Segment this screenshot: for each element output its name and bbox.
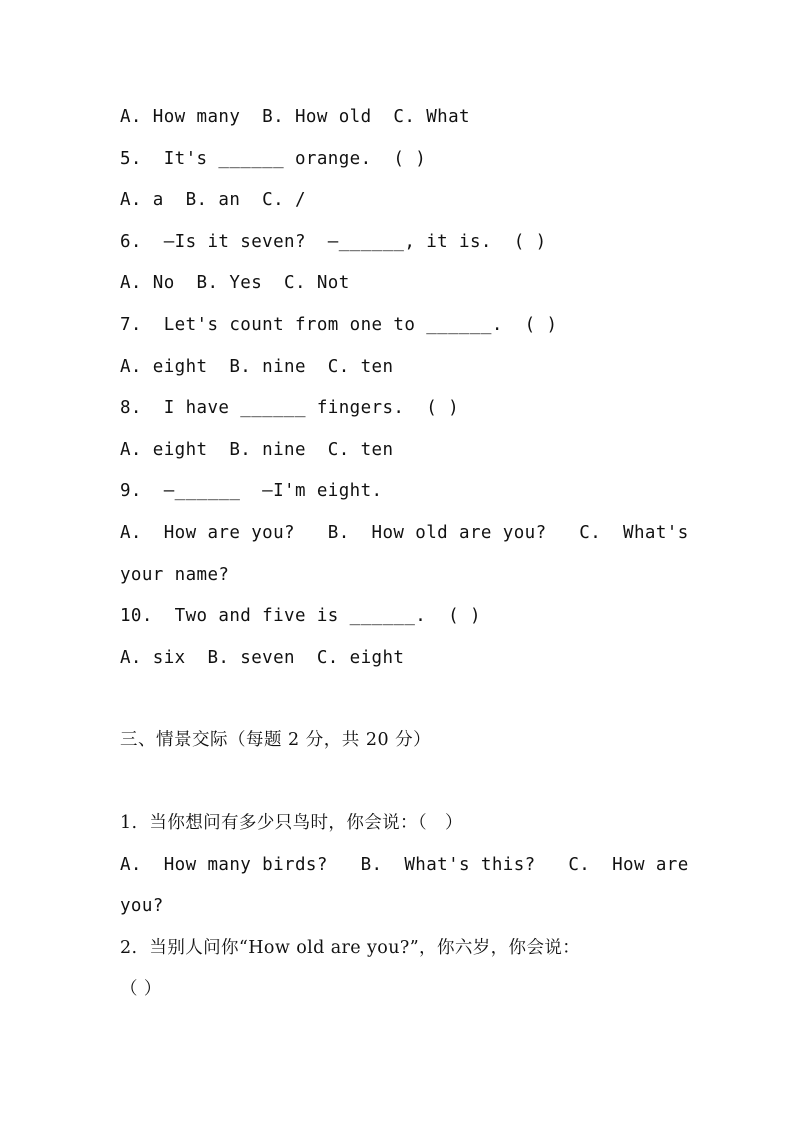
q9-options: A. How are you? B. How old are you? C. What's [120, 522, 689, 543]
q8-options: A. eight B. nine C. ten [120, 439, 394, 460]
s3-q1-options-continued: you? [120, 896, 164, 917]
q5-options: A. a B. an C. / [120, 190, 306, 211]
s3-q1-question: 1. 当你想问有多少只鸟时，你会说：（ ） [120, 812, 463, 833]
q4-options: A. How many B. How old C. What [120, 107, 470, 127]
s3-q1-options: A. How many birds? B. What's this? C. How are [120, 854, 689, 875]
q10-options: A. six B. seven C. eight [120, 647, 405, 668]
spacer [120, 679, 690, 720]
q9-options-continued: your name? [120, 564, 230, 585]
q5-question: 5. It's ______ orange. ( ) [120, 148, 427, 169]
q10-question: 10. Two and five is ______. ( ) [120, 606, 481, 627]
q6-question: 6. —Is it seven? —______, it is. ( ) [120, 231, 547, 252]
q9-question: 9. —______ —I'm eight. [120, 481, 383, 502]
s3-q2-question: 2. 当别人问你“How old are you?”，你六岁，你会说： [120, 937, 581, 958]
s3-q2-answer-bracket: （ ） [120, 979, 162, 1000]
worksheet-page [120, 97, 690, 1011]
section-3-title: 三、情景交际（每题 2 分，共 20 分） [120, 730, 432, 751]
q7-question: 7. Let's count from one to ______. ( ) [120, 314, 558, 335]
q6-options: A. No B. Yes C. Not [120, 273, 350, 294]
q7-options: A. eight B. nine C. ten [120, 356, 394, 377]
spacer [120, 762, 690, 803]
q8-question: 8. I have ______ fingers. ( ) [120, 398, 460, 419]
